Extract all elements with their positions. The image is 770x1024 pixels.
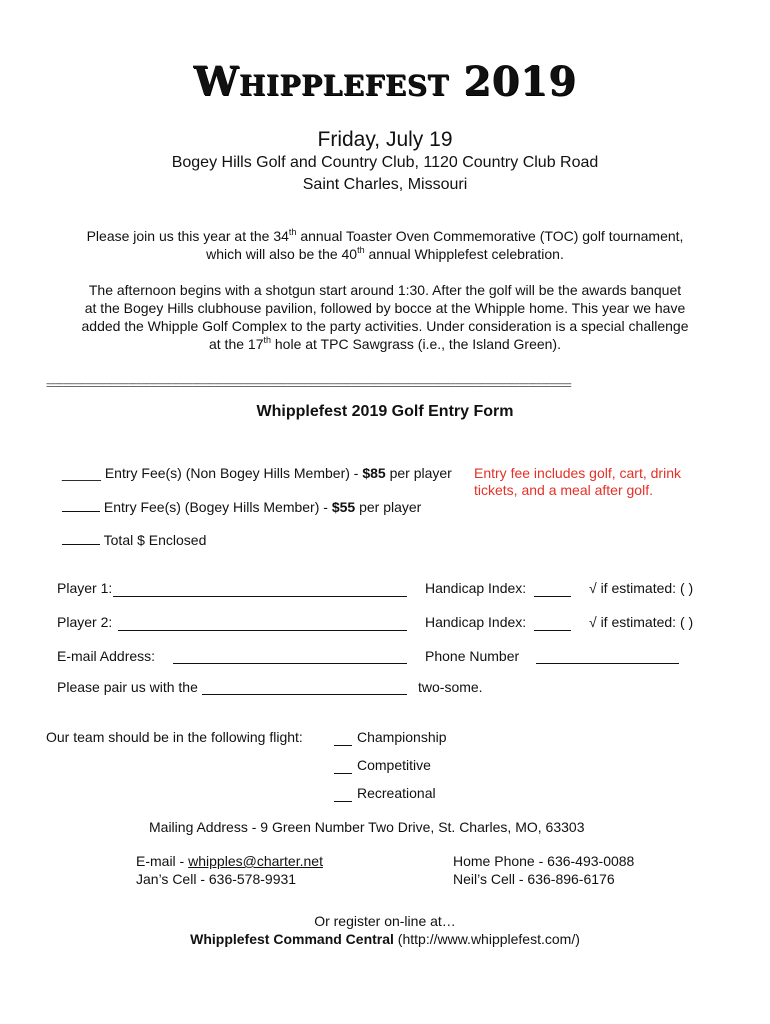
ordinal-suffix: th: [288, 227, 297, 237]
intro-text: hole at TPC Sawgrass (i.e., the Island Green).: [271, 336, 561, 352]
contact-email-line: [136, 853, 323, 869]
event-date: Friday, July 19: [317, 128, 453, 151]
fee-suffix: per player: [355, 499, 422, 515]
ordinal-suffix: th: [263, 335, 271, 345]
title-main: Whipplefest: [193, 58, 449, 105]
flight-option-competitive: Competitive: [357, 757, 431, 773]
email-field[interactable]: [173, 663, 407, 664]
handicap-2-field[interactable]: [534, 630, 571, 631]
online-register-line: Or register on-line at…: [314, 913, 456, 929]
fee-price: $85: [362, 465, 386, 481]
fee-member-line: [62, 497, 421, 515]
fee-note-line-2: tickets, and a meal after golf.: [474, 482, 653, 498]
fee-note: [474, 465, 681, 499]
site-name: Whipplefest Command Central: [190, 931, 394, 947]
fee-member-blank[interactable]: [62, 497, 100, 512]
handicap-1-label: Handicap Index:: [425, 580, 527, 596]
flight-championship-blank[interactable]: [334, 745, 352, 746]
player-1-label: Player 1:: [57, 580, 113, 596]
total-blank[interactable]: [62, 530, 100, 545]
intro-paragraph-2-line-4: [0, 335, 770, 353]
intro-paragraph-1-line-2: [0, 245, 770, 263]
intro-paragraph-1-line-1: [0, 227, 770, 245]
site-url[interactable]: (http://www.whipplefest.com/): [393, 931, 580, 947]
form-title: Whipplefest 2019 Golf Entry Form: [256, 403, 514, 420]
fee-label: Entry Fee(s) (Bogey Hills Member) -: [100, 499, 332, 515]
phone-label: Phone Number: [425, 648, 520, 664]
flight-recreational-blank[interactable]: [334, 801, 352, 802]
fee-label: Entry Fee(s) (Non Bogey Hills Member) -: [100, 465, 363, 481]
flight-label: Our team should be in the following flight:: [46, 729, 303, 745]
neil-cell: Neil’s Cell - 636-896-6176: [453, 871, 615, 887]
home-phone: Home Phone - 636-493-0088: [453, 853, 635, 869]
total-label: Total $ Enclosed: [100, 532, 207, 548]
intro-text: annual Toaster Oven Commemorative (TOC) golf tournament,: [296, 228, 684, 244]
fee-suffix: per player: [385, 465, 452, 481]
pair-label: Please pair us with the: [57, 679, 198, 695]
flight-option-recreational: Recreational: [357, 785, 436, 801]
mailing-address: Mailing Address - 9 Green Number Two Drive, St. Charles, MO, 63303: [149, 819, 585, 835]
venue-line-2: Saint Charles, Missouri: [302, 176, 468, 193]
handicap-2-label: Handicap Index:: [425, 614, 527, 630]
email-prefix: E-mail -: [136, 853, 189, 869]
intro-text: Please join us this year at the 34: [86, 228, 289, 244]
player-2-label: Player 2:: [57, 614, 113, 630]
intro-text: annual Whipplefest celebration.: [364, 246, 564, 262]
pair-suffix: two-some.: [418, 679, 483, 695]
online-register-site: [0, 931, 770, 947]
fee-price: $55: [331, 499, 356, 515]
venue-line-1: Bogey Hills Golf and Country Club, 1120 Country Club Road: [171, 154, 599, 171]
jan-cell: Jan’s Cell - 636-578-9931: [136, 871, 297, 887]
intro-text: which will also be the 40: [206, 246, 358, 262]
fee-blank: _____: [62, 465, 101, 481]
pair-field[interactable]: [202, 694, 407, 695]
intro-text: at the 17: [208, 336, 264, 352]
fee-non-member-line: [62, 465, 452, 481]
player-2-field[interactable]: [118, 630, 407, 631]
total-line: [62, 530, 206, 548]
estimated-2-label: √ if estimated: ( ): [589, 614, 694, 630]
email-label: E-mail Address:: [57, 648, 156, 664]
phone-field[interactable]: [536, 663, 679, 664]
flight-option-championship: Championship: [357, 729, 447, 745]
fee-note-line-1: Entry fee includes golf, cart, drink: [474, 465, 681, 481]
player-1-field[interactable]: [113, 596, 407, 597]
section-divider: ==========================================================================================================================: [46, 381, 571, 391]
email-link[interactable]: whipples@charter.net: [188, 853, 323, 869]
intro-paragraph-2-line-3: added the Whipple Golf Complex to the party activities. Under consideration is a special challenge: [81, 318, 689, 334]
handicap-1-field[interactable]: [534, 596, 571, 597]
intro-paragraph-2-line-2: at the Bogey Hills clubhouse pavilion, followed by bocce at the Whipple home. This year we have: [84, 300, 686, 316]
title-year: 2019: [463, 58, 577, 105]
estimated-1-label: √ if estimated: ( ): [589, 580, 694, 596]
page-title: [0, 58, 770, 105]
ordinal-suffix: th: [357, 245, 365, 255]
flight-competitive-blank[interactable]: [334, 773, 352, 774]
intro-paragraph-2-line-1: The afternoon begins with a shotgun start around 1:30. After the golf will be the awards banquet: [88, 282, 682, 298]
